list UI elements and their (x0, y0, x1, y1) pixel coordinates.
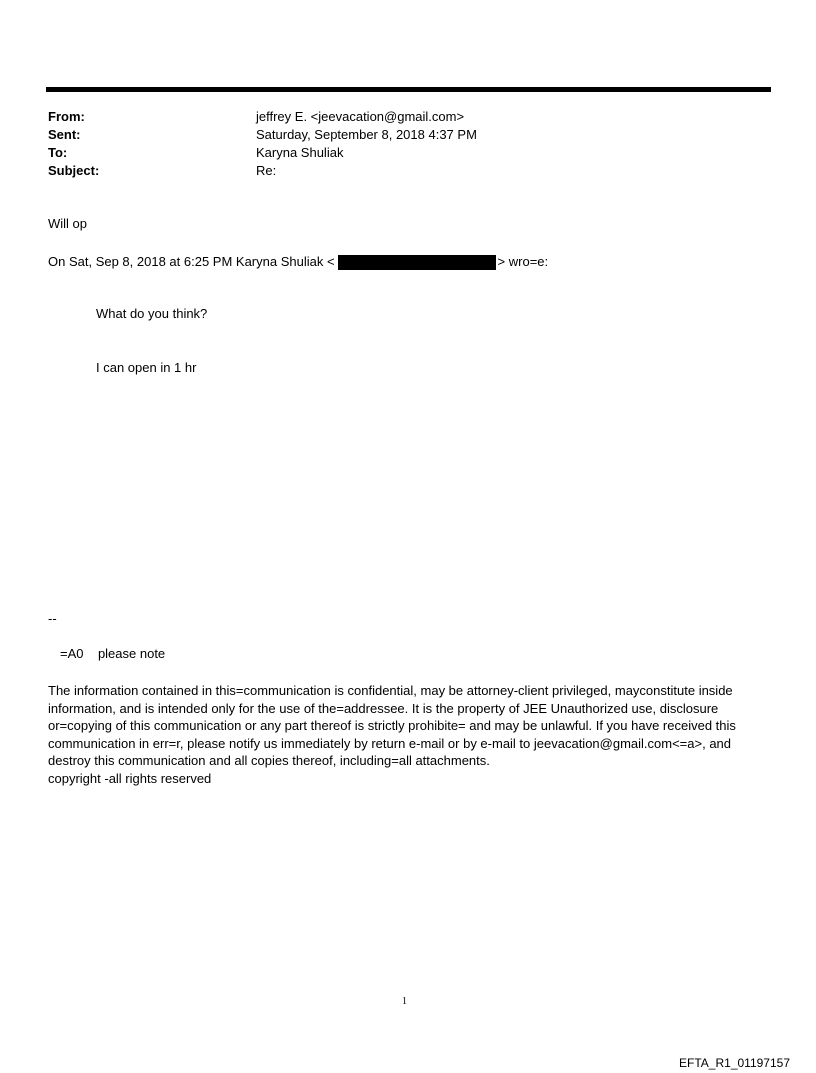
quote-attribution (48, 253, 548, 271)
quote-prefix: On Sat, Sep 8, 2018 at 6:25 PM Karyna Shuliak < (48, 254, 335, 269)
to-row (48, 144, 748, 162)
quoted-line-2: I can open in 1 hr (96, 360, 197, 375)
subject-value: Re: (256, 163, 277, 178)
to-label: To: (48, 145, 68, 160)
signature-separator: -- (48, 611, 57, 626)
header-rule (46, 87, 771, 92)
redaction-box (338, 255, 496, 270)
sent-value: Saturday, September 8, 2018 4:37 PM (256, 127, 477, 142)
document-id: EFTA_R1_01197157 (679, 1056, 790, 1070)
to-value: Karyna Shuliak (256, 145, 344, 160)
from-label: From: (48, 109, 85, 124)
disclaimer-text: The information contained in this=communication is confidential, may be attorney-client privileged, mayconstitute inside information, and is intended only for the use of the=addressee. It is the property of JEE Unauthorized use, disclosure or=copying of this communication or any part thereof is strictly prohibite= and may be unlawful. If you have received this communication in err=r, please notify us immediately by return e-mail or by e-mail to jeevacation@gmail.com<=a>, and destroy this communication and all copies thereof, including=all attachments. (48, 683, 736, 769)
note-line: =A0 please note (60, 646, 166, 661)
quote-suffix: > wro=e: (497, 254, 549, 269)
quoted-line-1: What do you think? (96, 306, 208, 321)
page-number: 1 (402, 996, 407, 1007)
from-row (48, 108, 748, 126)
email-header (48, 108, 748, 180)
copyright-text: copyright -all rights reserved (48, 770, 212, 786)
sent-label: Sent: (48, 127, 81, 142)
from-value: jeffrey E. <jeevacation@gmail.com> (256, 109, 465, 124)
reply-text: Will op (48, 216, 88, 231)
subject-row (48, 162, 748, 180)
confidentiality-disclaimer (48, 682, 763, 788)
sent-row (48, 126, 748, 144)
subject-label: Subject: (48, 163, 100, 178)
